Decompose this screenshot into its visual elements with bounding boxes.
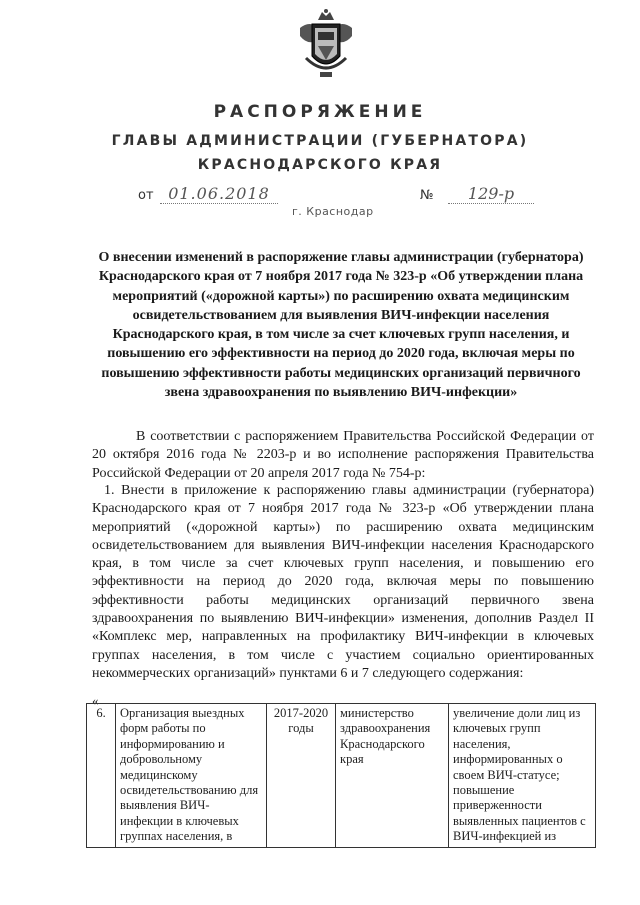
handwritten-number: 129-р bbox=[448, 184, 534, 204]
document-subject: О внесении изменений в распоряжение главы администрации (губернатора) Краснодарского края от 7 ноября 2017 года № 323-р «Об утверждении плана мероприятий («дорожной карты») по расширению охвата медицинским освидетельствованием для выявления ВИЧ-инфекции населения Краснодарского края, в том числе за счет ключевых групп населения, и повышению его эффективности на период до 2020 года, включая меры по повышению эффективности работы медицинских организаций первичного звена здравоохранения по выявлению ВИЧ-инфекции» bbox=[98, 250, 584, 401]
period-cell: 2017-2020 годы bbox=[267, 704, 336, 848]
region-title: КРАСНОДАРСКОГО КРАЯ bbox=[197, 157, 443, 173]
quote-open-mark: « bbox=[92, 693, 99, 708]
measures-table bbox=[86, 703, 596, 848]
preamble-paragraph: В соответствии с распоряжением Правительства Российской Федерации от 20 октября 2016 года № 2203-р и во исполнение распоряжения Правительства Российской Федерации от 20 апреля 2017 года № 754-р: bbox=[92, 429, 594, 481]
row-number-cell: 6. bbox=[87, 704, 116, 848]
date-prefix: от bbox=[138, 188, 154, 203]
document-type-title: РАСПОРЯЖЕНИЕ bbox=[213, 102, 427, 122]
number-prefix: № bbox=[420, 188, 434, 203]
clause-1-paragraph: 1. Внести в приложение к распоряжению главы администрации (губернатора) Краснодарского края от 7 ноября 2017 года № 323-р «Об утверждении плана мероприятий («дорожной карты») по расширению охвата медицинским освидетельствованием для выявления ВИЧ-инфекции населения Краснодарского края, в том числе за счет ключевых групп населения, и повышению его эффективности на период до 2020 года, включая меры по повышению эффективности работы медицинских организаций первичного звена здравоохранения по выявлению ВИЧ-инфекции» изменения, дополнив Раздел II «Комплекс мер, направленных на профилактику ВИЧ-инфекции в ключевых группах населения, в том числе с участием социально ориентированных некоммерческих организаций» пунктами 6 и 7 следующего содержания: bbox=[92, 483, 594, 681]
handwritten-date: 01.06.2018 bbox=[160, 184, 278, 204]
issuer-title: ГЛАВЫ АДМИНИСТРАЦИИ (ГУБЕРНАТОРА) bbox=[111, 133, 529, 149]
result-cell: увеличение доли лиц из ключевых групп населения, информированных о своем ВИЧ-статусе; повышение приверженности выявленных пациентов с ВИЧ-инфекцией из bbox=[449, 704, 596, 848]
city-label: г. Краснодар bbox=[292, 205, 374, 218]
measure-cell: Организация выездных форм работы по информированию и добровольному медицинскому освидетельствованию для выявления ВИЧ-инфекции в ключевых группах населения, в bbox=[116, 704, 267, 848]
executor-cell: министерство здравоохранения Краснодарского края bbox=[336, 704, 449, 848]
coat-of-arms-emblem bbox=[296, 6, 356, 82]
table-row bbox=[87, 704, 596, 848]
